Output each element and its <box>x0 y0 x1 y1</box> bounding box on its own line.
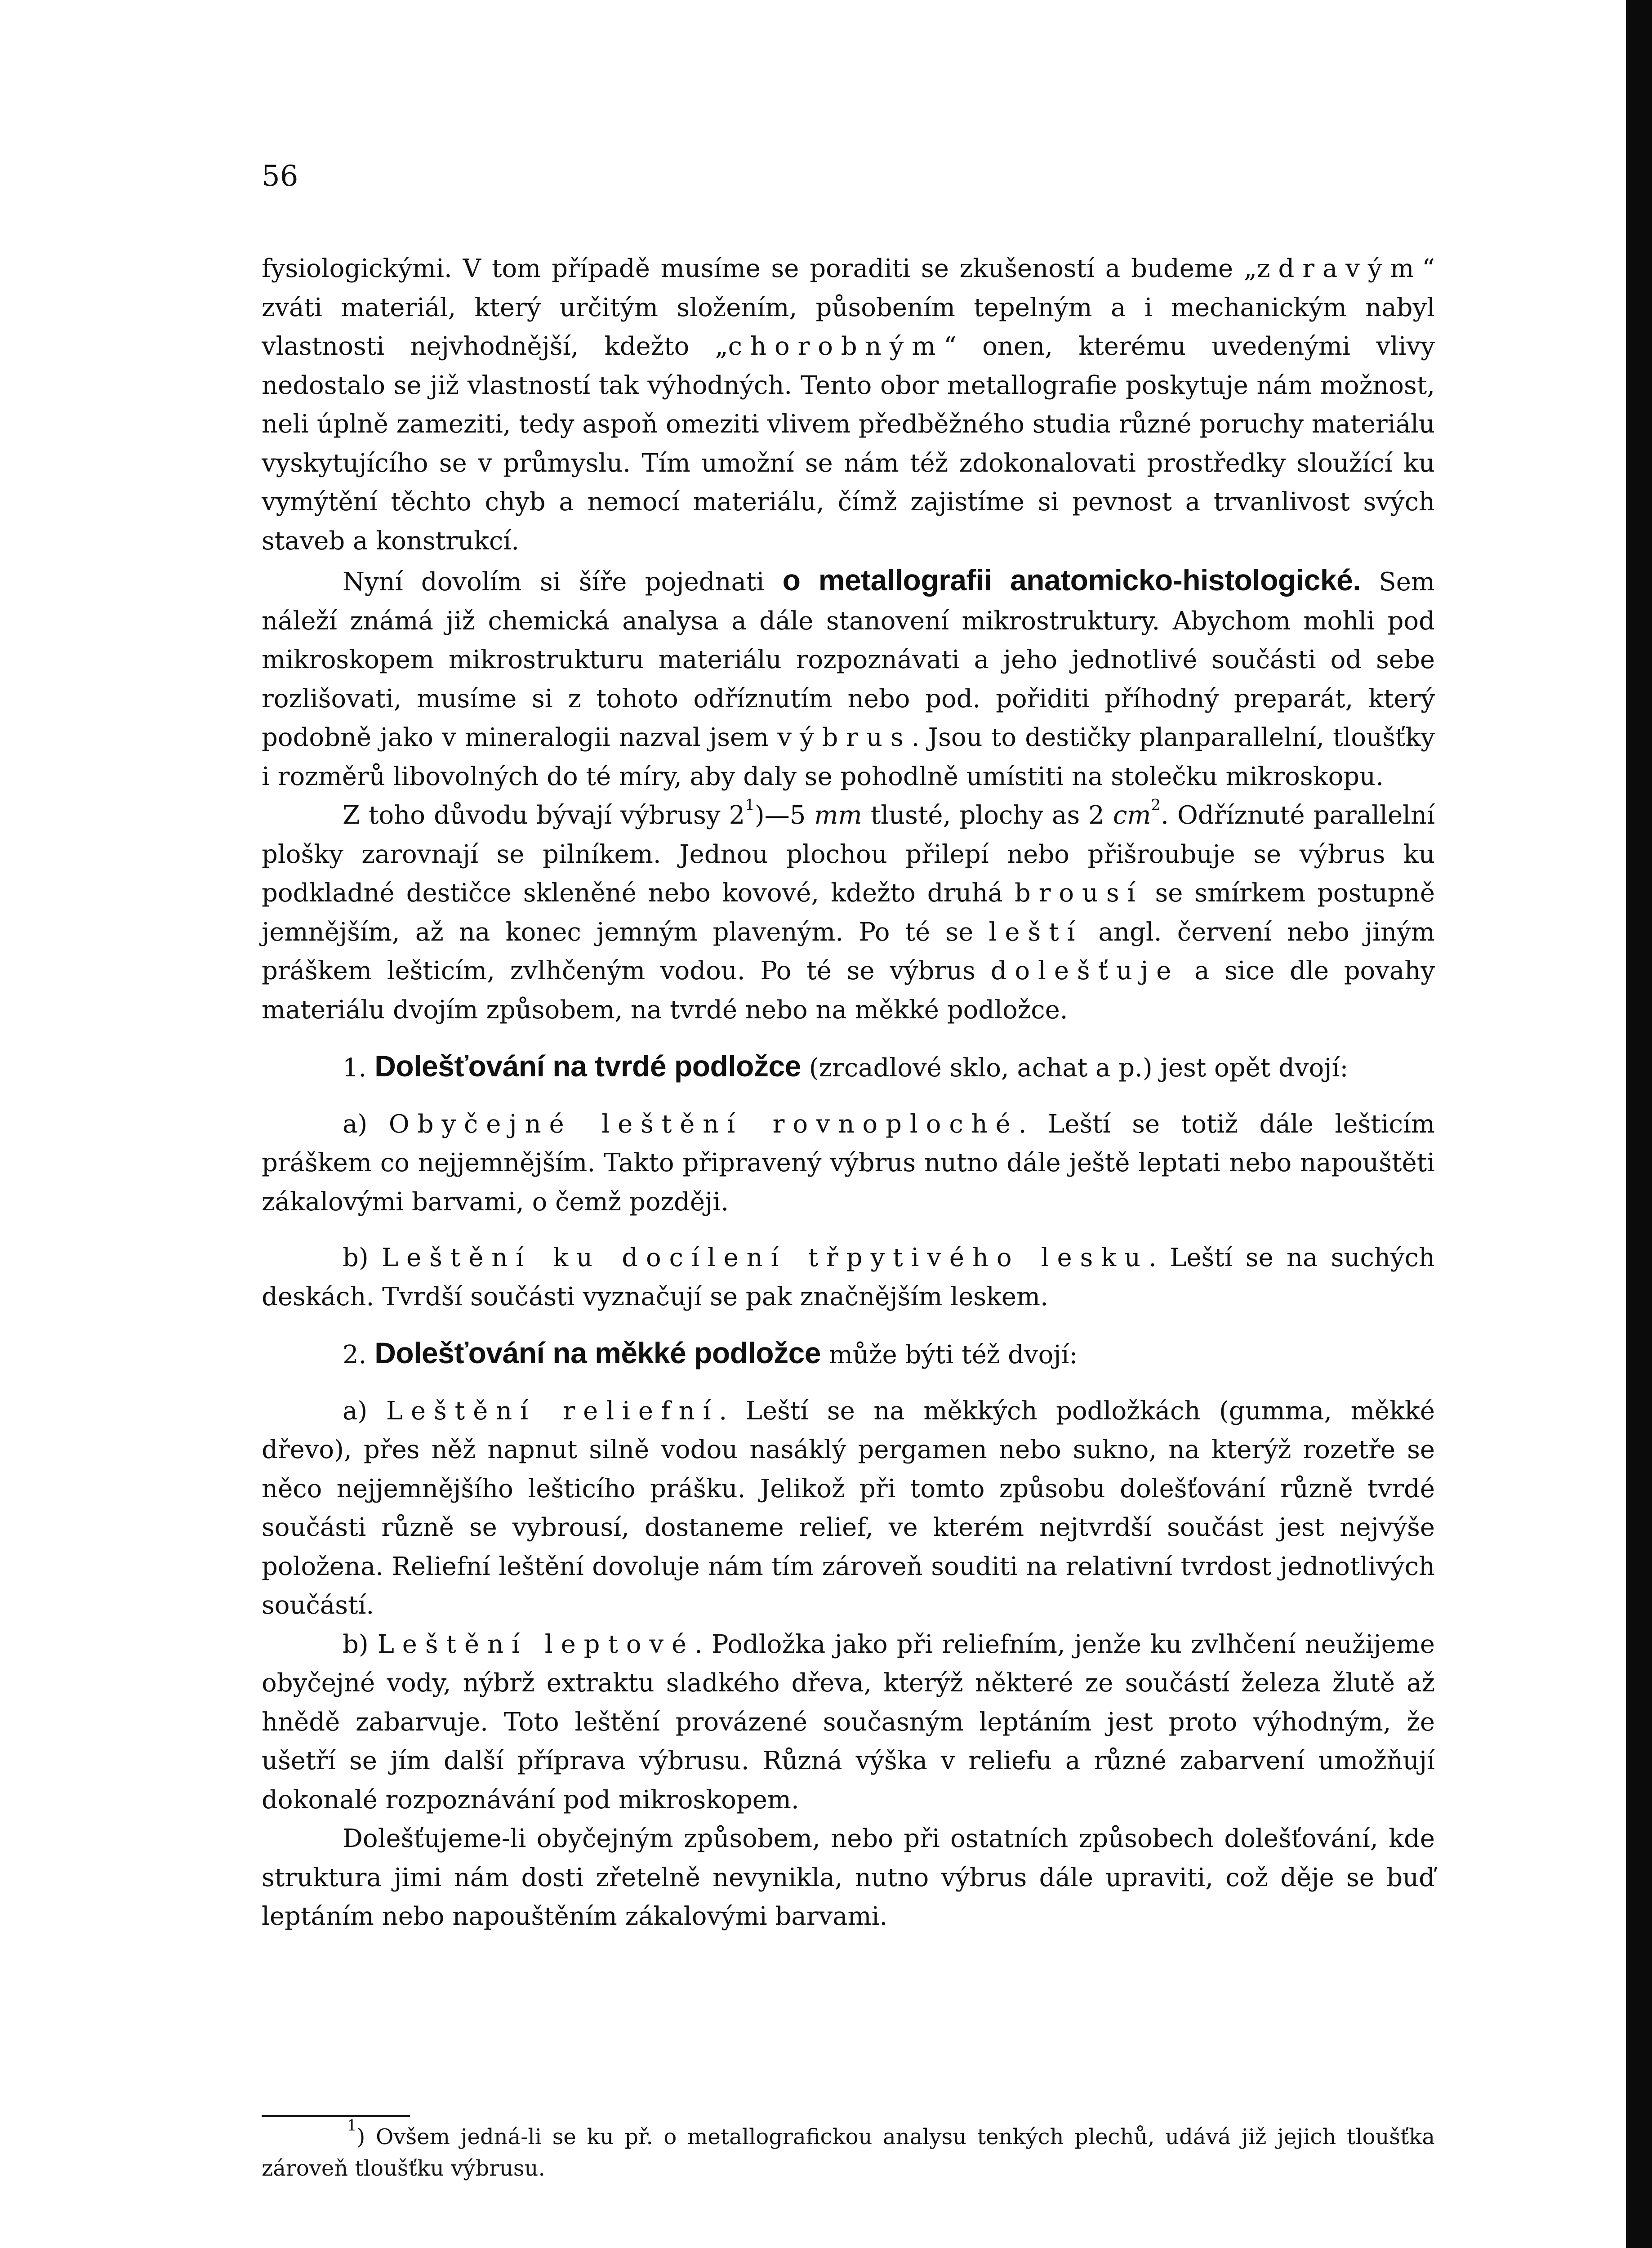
footnote-reference: 1 <box>745 796 755 814</box>
section-heading: Dolešťování na tvrdé podložce <box>374 1049 801 1083</box>
section-heading: Dolešťování na měkké podložce <box>374 1336 821 1369</box>
spaced-emphasis: Leštění ku docílení třpytivého lesku <box>381 1243 1149 1272</box>
paragraph: b) Leštění leptové. Podložka jako při reliefním, jenže ku zvlhčení neužijeme obyčejné vody, nýbrž extraktu sladkého dřeva, kterýž některé ze součástí železa žlutě až hnědě zabarvuje. Toto leštění provázené současným leptáním jest proto výhodným, že ušetří se jím další příprava výbrusu. Různá výška v reliefu a různé zabarvení umožňují dokonalé rozpoznávání pod mikroskopem. <box>262 1629 1435 1815</box>
spaced-emphasis: leští <box>989 917 1083 947</box>
page-number: 56 <box>262 160 298 193</box>
paragraph: b) Leštění ku docílení třpytivého lesku. Leští se na suchých deskách. Tvrdší součásti vyznačují se pak značnějším leskem. <box>262 1243 1435 1311</box>
paragraph: a) Obyčejné leštění rovnoploché. Leští se totiž dále lešticím práškem co nejjemnějším. Takto připravený výbrus nutno dále ještě leptati nebo napouštěti zákalovými barvami, o čemž později. <box>262 1109 1435 1217</box>
spaced-emphasis: chorobným <box>728 332 944 361</box>
footnote-mark: 1 <box>347 2116 357 2135</box>
spaced-emphasis: brousí <box>1014 879 1144 908</box>
footnote <box>262 2116 1435 2184</box>
footnote-text: ) Ovšem jedná-li se ku př. o metallografickou analysu tenkých plechů, udává již jejich tloušťka zároveň tloušťku výbrusu. <box>262 2124 1435 2181</box>
spaced-emphasis: zdravým <box>1257 254 1422 283</box>
paragraph: 2. Dolešťování na měkké podložce může býti též dvojí: <box>343 1336 1078 1369</box>
body-text <box>262 250 1435 1936</box>
spaced-emphasis: Leštění leptové <box>377 1629 695 1659</box>
spaced-emphasis: výbrus <box>777 723 912 752</box>
footnote-divider <box>262 2115 410 2117</box>
paragraph: 1. Dolešťování na tvrdé podložce (zrcadlové sklo, achat a p.) jest opět dvojí: <box>343 1049 1349 1083</box>
paragraph: Nyní dovolím si šíře pojednati o metallografii anatomicko-histologické. Sem náleží známá již chemická analysa a dále stanovení mikrostruktury. Abychom mohli pod mikroskopem mikrostrukturu materiálu rozpoznávati a jeho jednotlivé součásti od sebe rozlišovati, musíme si z tohoto odříznutím nebo pod. pořiditi příhodný preparát, který podobně jako v mineralogii nazval jsem výbrus. Jsou to destičky planparallelní, tloušťky i rozměrů libovolných do té míry, aby daly se pohodlně umístiti na stolečku mikroskopu. <box>262 563 1435 791</box>
paragraph: Z toho důvodu bývají výbrusy $2^1)—5$ mm tlusté, plochy as 2 $cm^2$. Odříznuté parallelní plošky zarovnají se pilníkem. Jednou plochou přilepí nebo přišroubuje se výbrus ku podkladné destičce skleněné nebo kovové, kdežto druhá brousí se smírkem postupně jemnějším, až na konec jemným plaveným. Po té se leští angl. červení nebo jiným práškem lešticím, zvlhčeným vodou. Po té se výbrus dolešťuje a sice dle povahy materiálu dvojím způsobem, na tvrdé nebo na měkké podložce. <box>262 796 1435 1025</box>
page-edge-shadow <box>1626 0 1652 2248</box>
spaced-emphasis: Leštění reliefní <box>386 1396 719 1426</box>
section-heading: o metallografii anatomicko-histologické. <box>782 563 1361 597</box>
spaced-emphasis: Obyčejné leštění rovnoploché <box>388 1109 1019 1139</box>
spaced-emphasis: dolešťuje <box>990 956 1180 986</box>
paragraph: fysiologickými. V tom případě musíme se poraditi se zkušeností a budeme „zdravým“ zváti materiál, který určitým složením, působením tepelným a i mechanickým nabyl vlastnosti nejvhodnější, kdežto „chorobným“ onen, kterému uvedenými vlivy nedostalo se již vlastností tak výhodných. Tento obor metallografie poskytuje nám možnost, neli úplně zameziti, tedy aspoň omeziti vlivem předběžného studia různé poruchy materiálu vyskytujícího se v průmyslu. Tím umožní se nám též zdokonalovati prostředky sloužící ku vymýtění těchto chyb a nemocí materiálu, čímž zajistíme si pevnost a trvanlivost svých staveb a konstrukcí. <box>262 254 1435 556</box>
paragraph: a) Leštění reliefní. Leští se na měkkých podložkách (gumma, měkké dřevo), přes něž napnut silně vodou nasáklý pergamen nebo sukno, na kterýž rozetře se něco nejjemnějšího lešticího prášku. Jelikož při tomto způsobu dolešťování různě tvrdé součásti různě se vybrousí, dostaneme relief, ve kterém nejtvrdší součást jest nejvýše položena. Reliefní leštění dovoluje nám tím zároveň souditi na relativní tvrdost jednotlivých součástí. <box>262 1396 1435 1620</box>
paragraph: Dolešťujeme-li obyčejným způsobem, nebo při ostatních způsobech dolešťování, kde struktura jimi nám dosti zřetelně nevynikla, nutno výbrus dále upraviti, což děje se buď leptáním nebo napouštěním zákalovými barvami. <box>262 1824 1435 1931</box>
